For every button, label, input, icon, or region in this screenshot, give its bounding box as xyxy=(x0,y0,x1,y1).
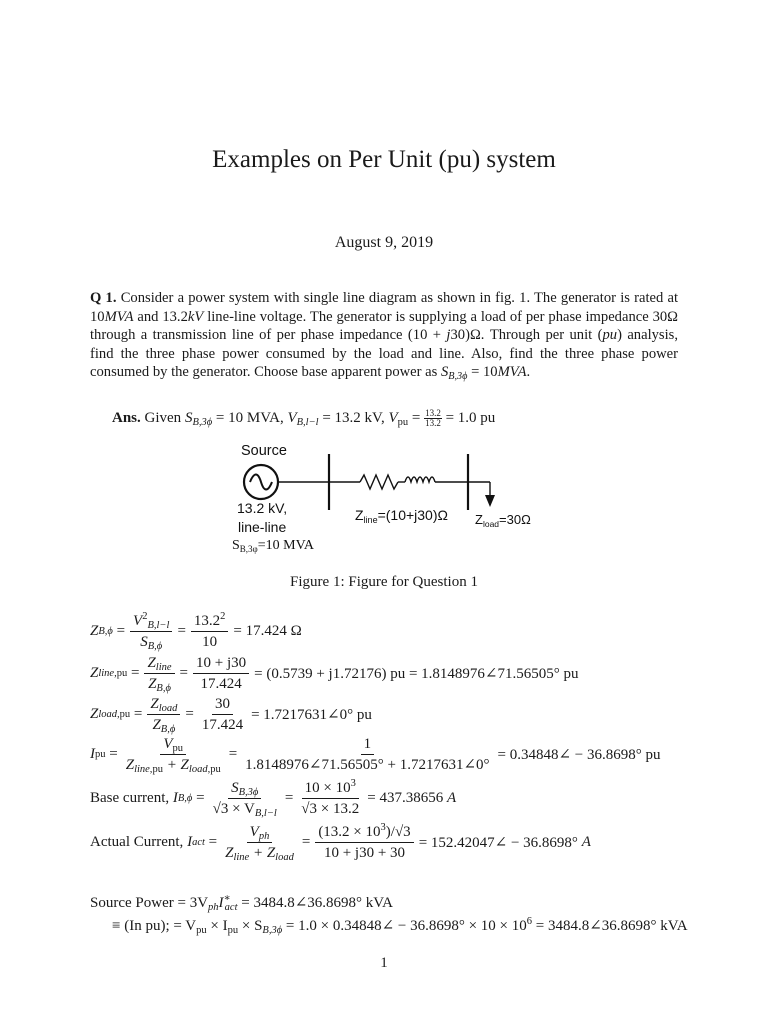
answer-label: Ans. xyxy=(112,409,141,426)
ipu-fraction-2: $\frac{1}{1.8148976\angle 71.56505^\circ + 1.7217631\angle 0^\circ}$ xyxy=(245,736,490,773)
equation-zline: Z line,pu = $\frac{Z_{line}}{Z_{B,\phi}}$ = $\frac{10 + j30}{17.424}$ = (0.5739 + j1.72176) pu = 1.8148976∠71.56505° pu xyxy=(90,655,579,695)
base-current-fraction-1: $\frac{S_{B,3\phi}}{√3 \times V_{B,l-l}}$ xyxy=(212,780,277,820)
equation-zload: Z load,pu = $\frac{Z_{load}}{Z_{B,\phi}}$ = $\frac{30}{17.424}$ = 1.7217631∠0° pu xyxy=(90,696,372,736)
paper-title: Examples on Per Unit (pu) system xyxy=(212,146,556,173)
source-label: Source xyxy=(241,443,287,459)
equation-base-current: Base current, I B,ϕ = $\frac{S_{B,3\phi}}{√3 \times V_{B,l-l}}$ = $\frac{10 \times 10^3}{√3 \times 13.2}$ = 437.38656 A xyxy=(90,778,457,820)
vpu-fraction: $\frac{13.2}{13.2}$ xyxy=(425,408,441,428)
page-number: 1 xyxy=(380,955,388,971)
equation-in-pu: ≡ (In pu); = $V_{pu} \times I_{pu} \times S_{B,3\phi} = 1.0$ × 0.34848∠ − $36.8698^\circ \times 10 \times 10^6$ = 3484.8∠36.8698° kVA xyxy=(112,916,688,937)
question-1: Q 1. Consider a power system with single line diagram as shown in fig. 1. The generator is rated at 10MVA and 13.2kV line-line voltage. The generator is supplying a load of per phase impedance 30Ω through a transmission line of per phase impedance (10 + j30)Ω. Through per unit (pu) analysis, find the three phase power consumed by the load and line. Also, find the three phase power consumed by the generator. Choose base apparent power as $S_{B,3\phi} = 10MVA$. xyxy=(90,290,679,383)
equation-source-power: Source Power = $3V_{ph}I^∗_{act}$ = 3484.8∠36.8698° kVA xyxy=(90,893,394,914)
base-current-fraction-2: $\frac{10 \times 10^3}{√3 \times 13.2}$ xyxy=(301,778,360,817)
figure-caption: Figure 1: Figure for Question 1 xyxy=(290,574,478,590)
answer-given: Ans. Given $S_{B,3\phi} = 10$ MVA, $V_{B,l-l} = 13.2$ kV, $V_{pu}$ = $\frac{13.2}{13.2}$ = 1.0 pu xyxy=(112,408,496,429)
zload-fraction-1: $\frac{Z_{load}}{Z_{B,\phi}}$ xyxy=(147,695,180,734)
ipu-fraction-1: $\frac{V_{pu}}{Z_{line,pu} + Z_{load,pu}}$ xyxy=(125,736,221,776)
sbase-label: $S_{B,3\varphi}=10$ MVA xyxy=(232,538,315,554)
zline-fraction-2: $\frac{10 + j30}{17.424}$ xyxy=(193,654,249,693)
ac-wave-icon xyxy=(250,475,272,490)
voltage-label-1: 13.2 kV, xyxy=(237,500,288,516)
equation-actual-current: Actual Current, I act = $\frac{V_{ph}}{Z_{line} + Z_{load}}$ = $\frac{(13.2 \times 10^3)/√3}{10 + j30 + 30}$ = 152.42047∠ − 36.8698° A xyxy=(90,822,591,864)
equation-zb: Z B,ϕ = $\frac{V^2_{B,l-l}}{S_{B,\phi}}$ = $\frac{13.2^2}{10}$ = 17.424 Ω xyxy=(90,611,302,653)
resistor-symbol xyxy=(360,475,398,489)
actual-current-fraction-1: $\frac{V_{ph}}{Z_{line} + Z_{load}}$ xyxy=(225,824,294,864)
single-line-diagram xyxy=(225,440,555,560)
zline-label: $Z_{line}=(10+j30)\Omega$ xyxy=(355,507,448,525)
zb-fraction-1: $\frac{V^2_{B,l-l}}{S_{B,\phi}}$ xyxy=(130,612,172,651)
zload-label: $Z_{load}=30\Omega$ xyxy=(475,512,531,529)
load-arrow-icon xyxy=(485,495,495,507)
paper-date: August 9, 2019 xyxy=(334,234,434,251)
voltage-label-2: line-line xyxy=(238,519,287,535)
zline-fraction-1: $\frac{Z_{line}}{Z_{B,\phi}}$ xyxy=(144,654,174,693)
zload-fraction-2: $\frac{30}{17.424}$ xyxy=(201,696,244,733)
equation-ipu: I pu = $\frac{V_{pu}}{Z_{line,pu} + Z_{load,pu}}$ = $\frac{1}{1.8148976\angle 71.56505^\circ + 1.7217631\angle 0^\circ}$ = 0.34848∠ − 36.8698° pu xyxy=(90,736,661,776)
zb-fraction-2: $\frac{13.2^2}{10}$ xyxy=(191,612,229,651)
question-label: Q 1. xyxy=(90,290,117,306)
inductor-symbol xyxy=(405,477,435,482)
actual-current-fraction-2: $\frac{(13.2 \times 10^3)/√3}{10 + j30 + 30}$ xyxy=(315,823,413,862)
